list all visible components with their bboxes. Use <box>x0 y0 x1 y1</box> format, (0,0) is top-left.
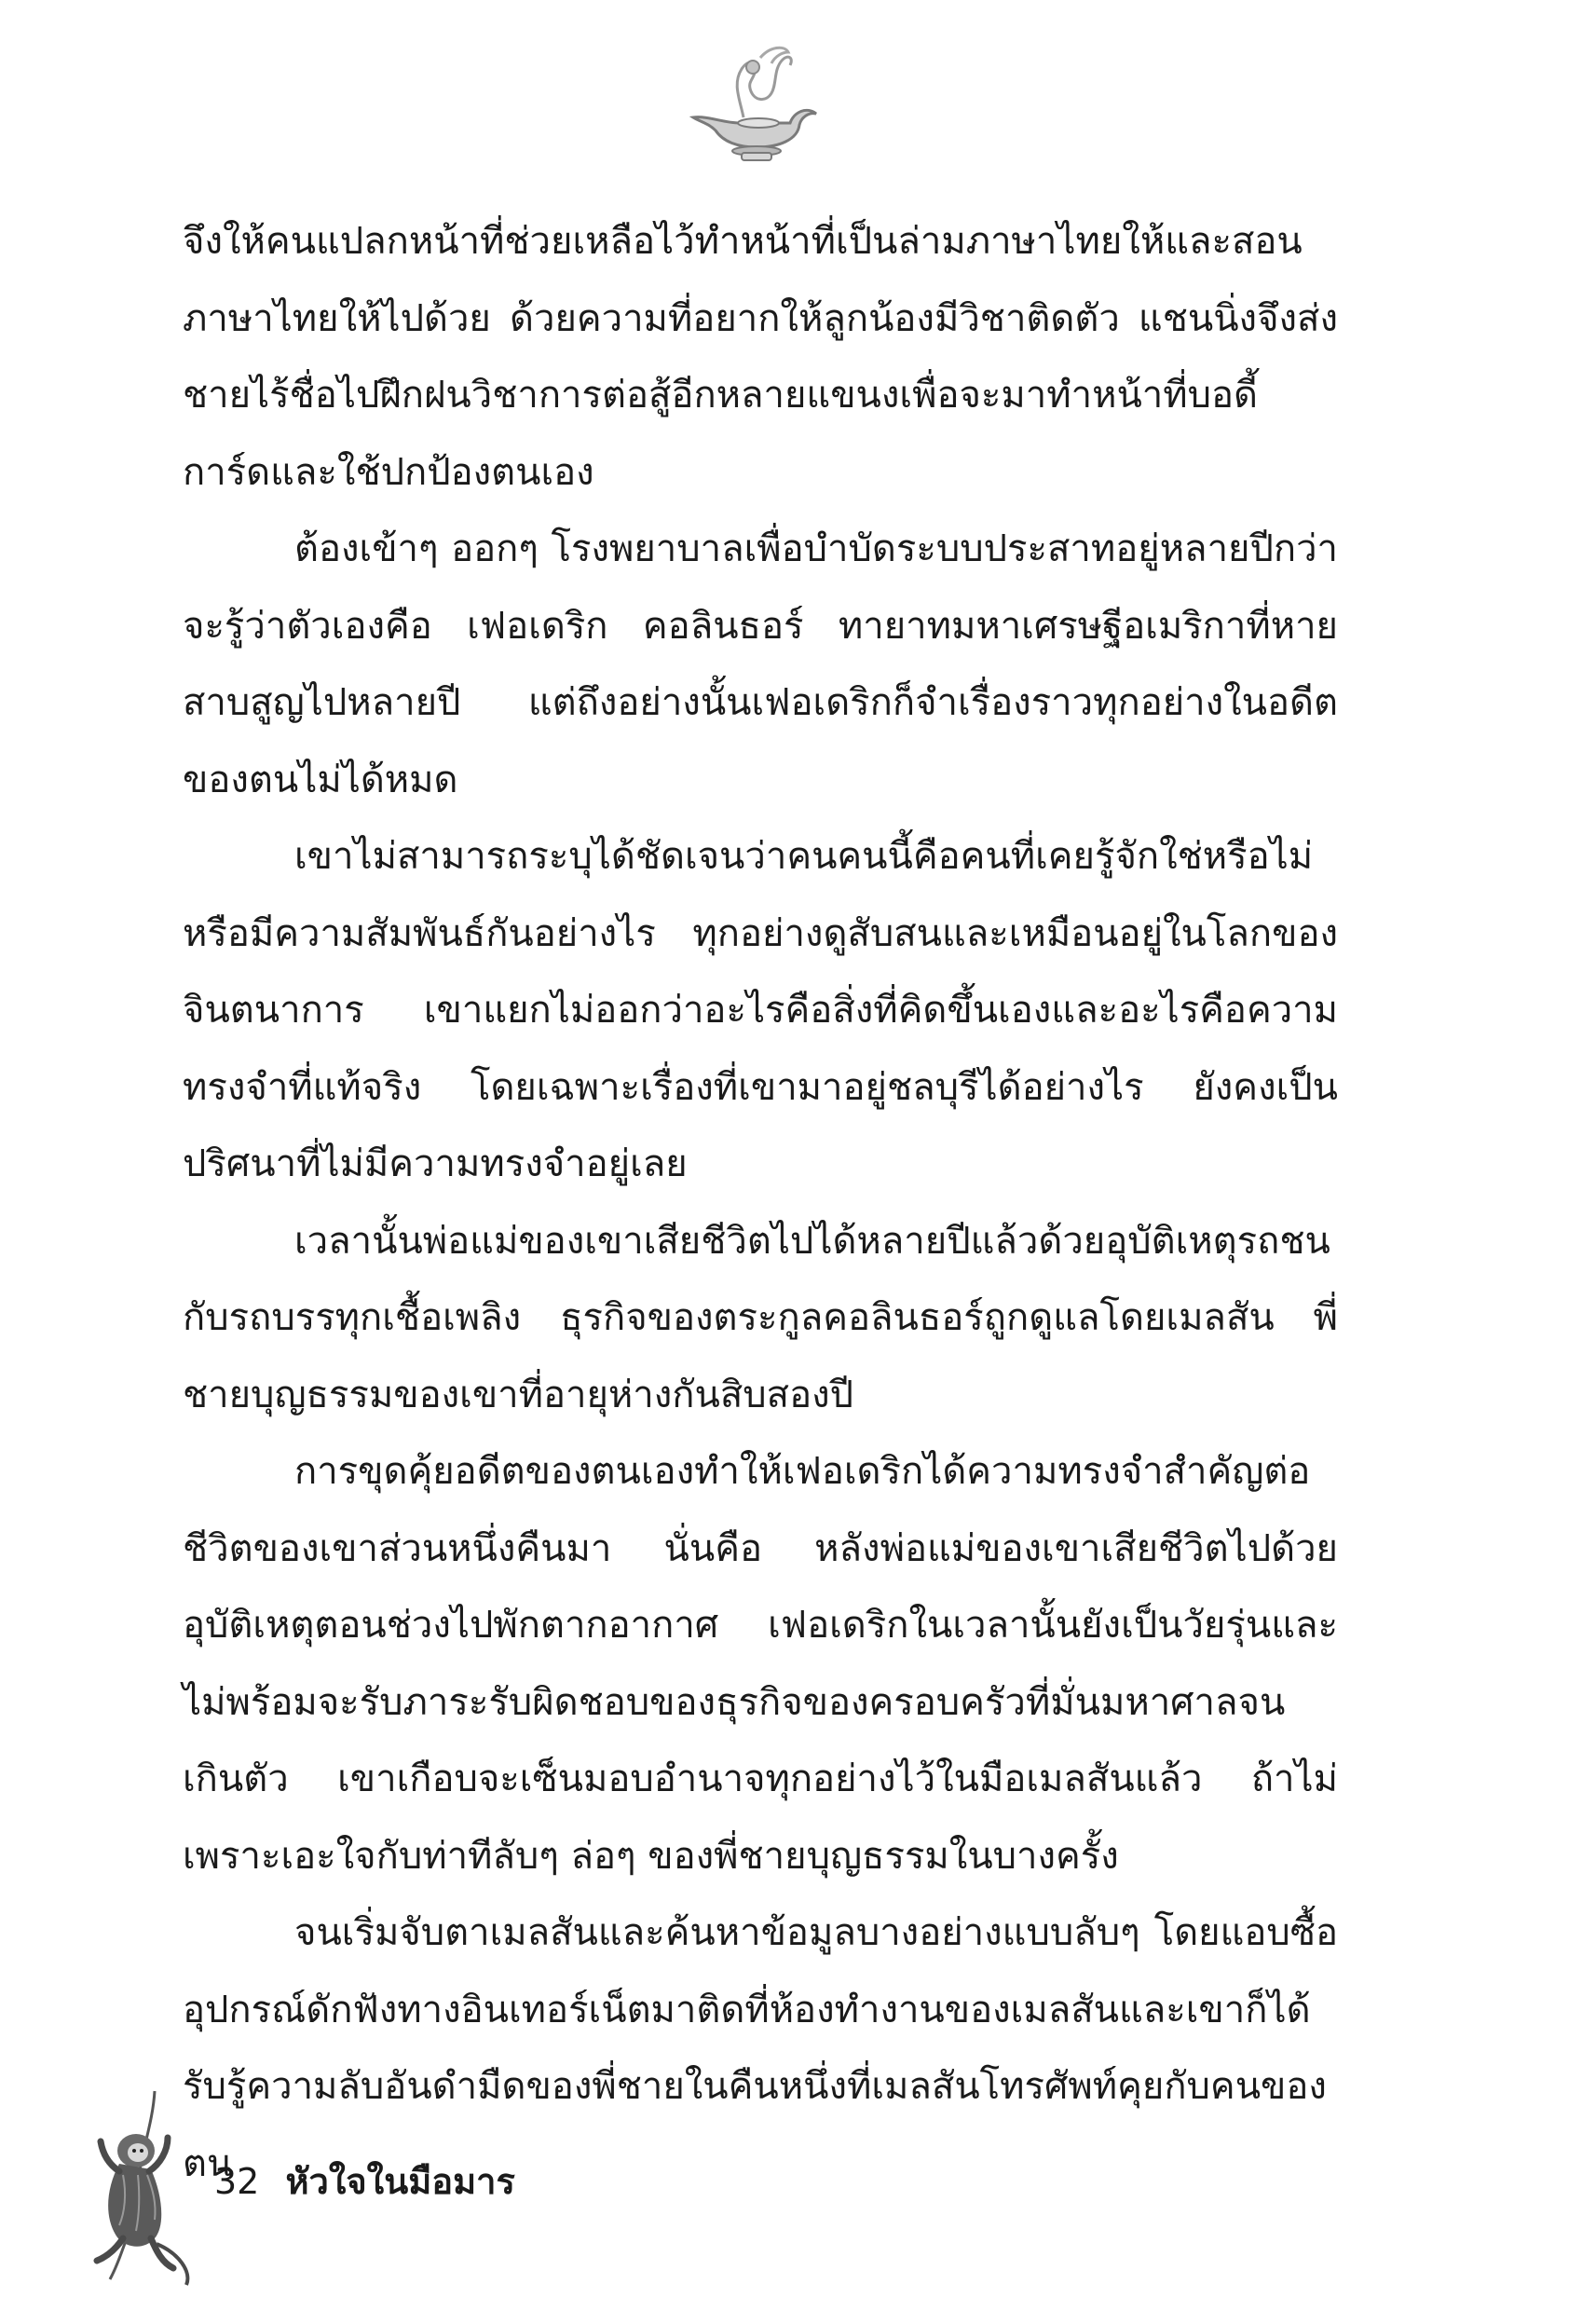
monkey-icon <box>82 2085 203 2290</box>
page-number: 32 <box>214 2161 260 2202</box>
paragraph: เวลานั้นพ่อแม่ของเขาเสียชีวิตไปได้หลายปีแล้วด้วยอุบัติเหตุรถชนกับรถบรรทุกเชื้อเพลิง ธุรกิจของตระกูลคอลินธอร์ถูกดูแลโดยเมลสัน พี่ชายบุญธรรมของเขาที่อายุห่างกันสิบสองปี <box>183 1219 1338 1416</box>
book-title: หัวใจในมือมาร <box>285 2161 515 2202</box>
body-text <box>183 203 1338 2202</box>
paragraph: การขุดคุ้ยอดีตของตนเองทำให้เฟอเดริกได้ความทรงจำสำคัญต่อชีวิตของเขาส่วนหนึ่งคืนมา นั่นคือ หลังพ่อแม่ของเขาเสียชีวิตไปด้วยอุบัติเหตุตอนช่วงไปพักตากอากาศ เฟอเดริกในเวลานั้นยังเป็นวัยรุ่นและไม่พร้อมจะรับภาระรับผิดชอบของธุรกิจของครอบครัวที่มั่นมหาศาลจนเกินตัว เขาเกือบจะเซ็นมอบอำนาจทุกอย่างไว้ในมือเมลสันแล้ว ถ้าไม่เพราะเอะใจกับท่าทีลับๆ ล่อๆ ของพี่ชายบุญธรรมในบางครั้ง <box>183 1450 1338 1878</box>
paragraph: จนเริ่มจับตาเมลสันและค้นหาข้อมูลบางอย่างแบบลับๆ โดยแอบซื้ออุปกรณ์ดักฟังทางอินเทอร์เน็ตมาติดที่ห้องทำงานของเมลสันและเขาก็ได้รับรู้ความลับอันดำมืดของพี่ชายในคืนหนึ่งที่เมลสันโทรศัพท์คุยกับคนของตน <box>183 1911 1338 2185</box>
page-footer <box>214 2158 515 2205</box>
genie-lamp-icon <box>686 37 825 168</box>
paragraph: เขาไม่สามารถระบุได้ชัดเจนว่าคนคนนี้คือคนที่เคยรู้จักใช่หรือไม่หรือมีความสัมพันธ์กันอย่างไร ทุกอย่างดูสับสนและเหมือนอยู่ในโลกของจินตนาการ เขาแยกไม่ออกว่าอะไรคือสิ่งที่คิดขึ้นเองและอะไรคือความทรงจำที่แท้จริง โดยเฉพาะเรื่องที่เขามาอยู่ชลบุรีได้อย่างไร ยังคงเป็นปริศนาที่ไม่มีความทรงจำอยู่เลย <box>183 835 1338 1185</box>
paragraph: ต้องเข้าๆ ออกๆ โรงพยาบาลเพื่อบำบัดระบบประสาทอยู่หลายปีกว่าจะรู้ว่าตัวเองคือ เฟอเดริก คอลินธอร์ ทายาทมหาเศรษฐีอเมริกาที่หายสาบสูญไปหลายปี แต่ถึงอย่างนั้นเฟอเดริกก็จำเรื่องราวทุกอย่างในอดีตของตนไม่ได้หมด <box>183 527 1338 801</box>
paragraph: จึงให้คนแปลกหน้าที่ช่วยเหลือไว้ทำหน้าที่เป็นล่ามภาษาไทยให้และสอนภาษาไทยให้ไปด้วย ด้วยความที่อยากให้ลูกน้องมีวิชาติดตัว แชนนิ่งจึงส่งชายไร้ชื่อไปฝึกฝนวิชาการต่อสู้อีกหลายแขนงเพื่อจะมาทำหน้าที่บอดี้การ์ดและใช้ปกป้องตนเอง <box>183 220 1338 494</box>
